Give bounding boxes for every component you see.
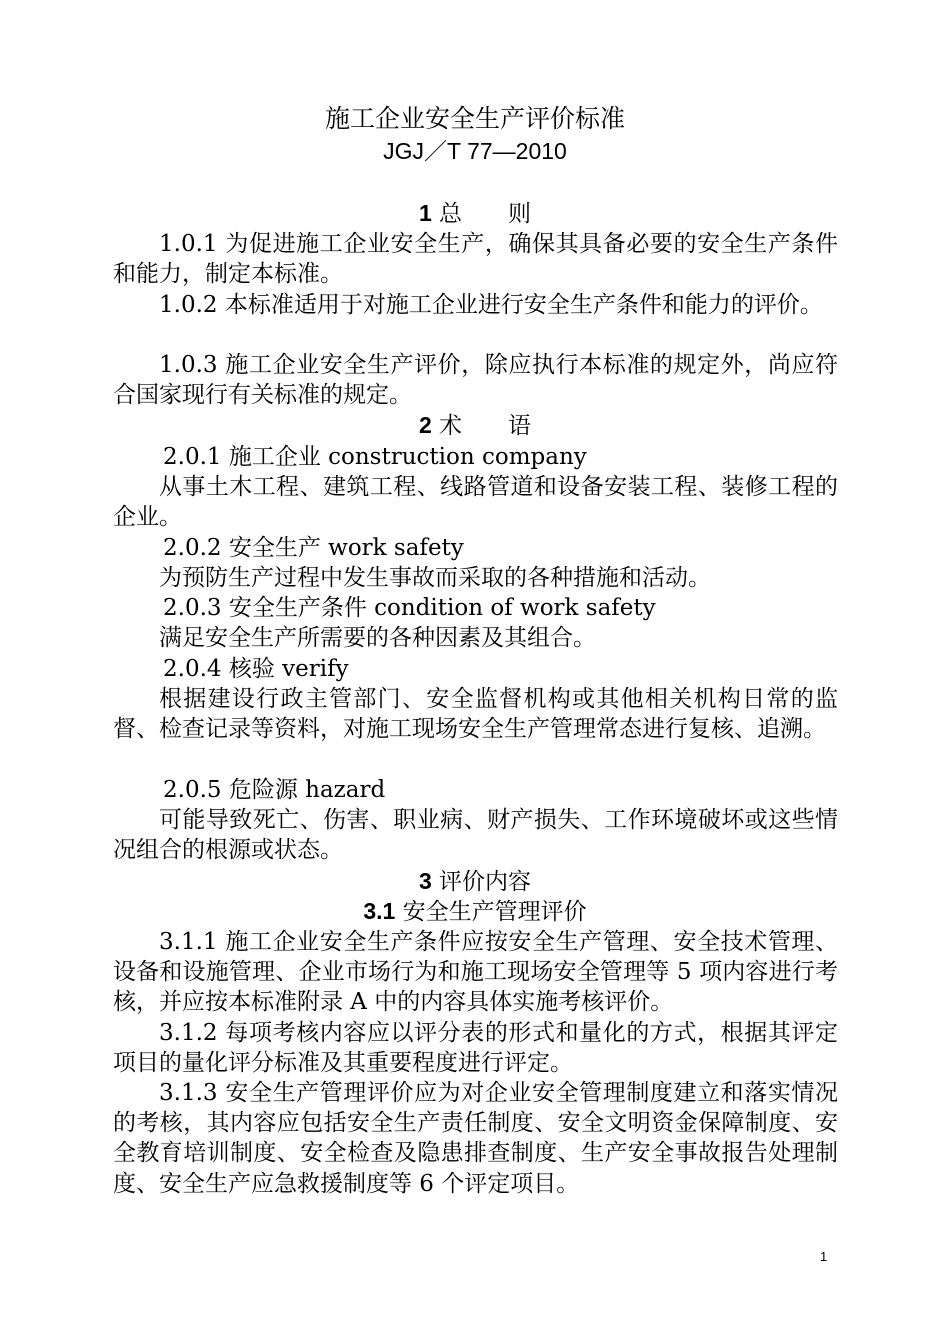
section-title: 术 语 (439, 413, 532, 439)
term-2-0-5: 2.0.5 危险源 hazard (163, 777, 386, 803)
definition-2-0-5: 可能导致死亡、伤害、职业病、财产损失、工作环境破坏或这些情况组合的根源或状态。 (113, 807, 838, 864)
section-title: 评价内容 (439, 869, 532, 895)
definition-2-0-3: 满足安全生产所需要的各种因素及其组合。 (159, 625, 596, 651)
definition-2-0-2: 为预防生产过程中发生事故而采取的各种措施和活动。 (159, 565, 711, 591)
clause-1-0-2: 1.0.2 本标准适用于对施工企业进行安全生产条件和能力的评价。 (159, 292, 823, 318)
clause-1-0-3: 1.0.3 施工企业安全生产评价，除应执行本标准的规定外，尚应符合国家现行有关标准的规定。 (113, 352, 838, 409)
section-number: 3 (418, 868, 432, 894)
section-1-heading (0, 198, 950, 229)
clause-3-1-3: 3.1.3 安全生产管理评价应为对企业安全管理制度建立和落实情况的考核，其内容应包括安全生产责任制度、安全文明资金保障制度、安全教育培训制度、安全检查及隐患排查制度、生产安全事故报告处理制度、安全生产应急救援制度等 6 个评定项目。 (113, 1080, 838, 1197)
document-code: JGJ／T 77—2010 (383, 138, 567, 164)
clause-1-0-1: 1.0.1 为促进施工企业安全生产，确保其具备必要的安全生产条件和能力，制定本标准。 (113, 231, 838, 288)
section-title: 安全生产管理评价 (402, 899, 587, 925)
page-number: 1 (820, 1249, 828, 1264)
definition-2-0-4: 根据建设行政主管部门、安全监督机构或其他相关机构日常的监督、检查记录等资料，对施工现场安全生产管理常态进行复核、追溯。 (113, 686, 838, 743)
section-number: 2 (418, 412, 432, 438)
term-2-0-1: 2.0.1 施工企业 construction company (163, 444, 587, 470)
section-3-1-heading (0, 896, 950, 927)
section-number: 1 (418, 200, 432, 226)
clause-3-1-1: 3.1.1 施工企业安全生产条件应按安全生产管理、安全技术管理、设备和设施管理、企业市场行为和施工现场安全管理等 5 项内容进行考核，并应按本标准附录 A 中的内容具体实施考核评价。 (113, 929, 838, 1016)
document-title: 施工企业安全生产评价标准 (324, 104, 625, 133)
section-3-heading (0, 866, 950, 897)
term-2-0-4: 2.0.4 核验 verify (163, 656, 349, 682)
term-2-0-3: 2.0.3 安全生产条件 condition of work safety (163, 595, 656, 621)
section-number: 3.1 (363, 898, 396, 924)
section-2-heading (0, 410, 950, 441)
term-2-0-2: 2.0.2 安全生产 work safety (163, 535, 464, 561)
clause-3-1-2: 3.1.2 每项考核内容应以评分表的形式和量化的方式，根据其评定项目的量化评分标准及其重要程度进行评定。 (113, 1020, 838, 1077)
section-title: 总 则 (439, 201, 532, 227)
definition-2-0-1: 从事土木工程、建筑工程、线路管道和设备安装工程、装修工程的企业。 (113, 474, 838, 531)
